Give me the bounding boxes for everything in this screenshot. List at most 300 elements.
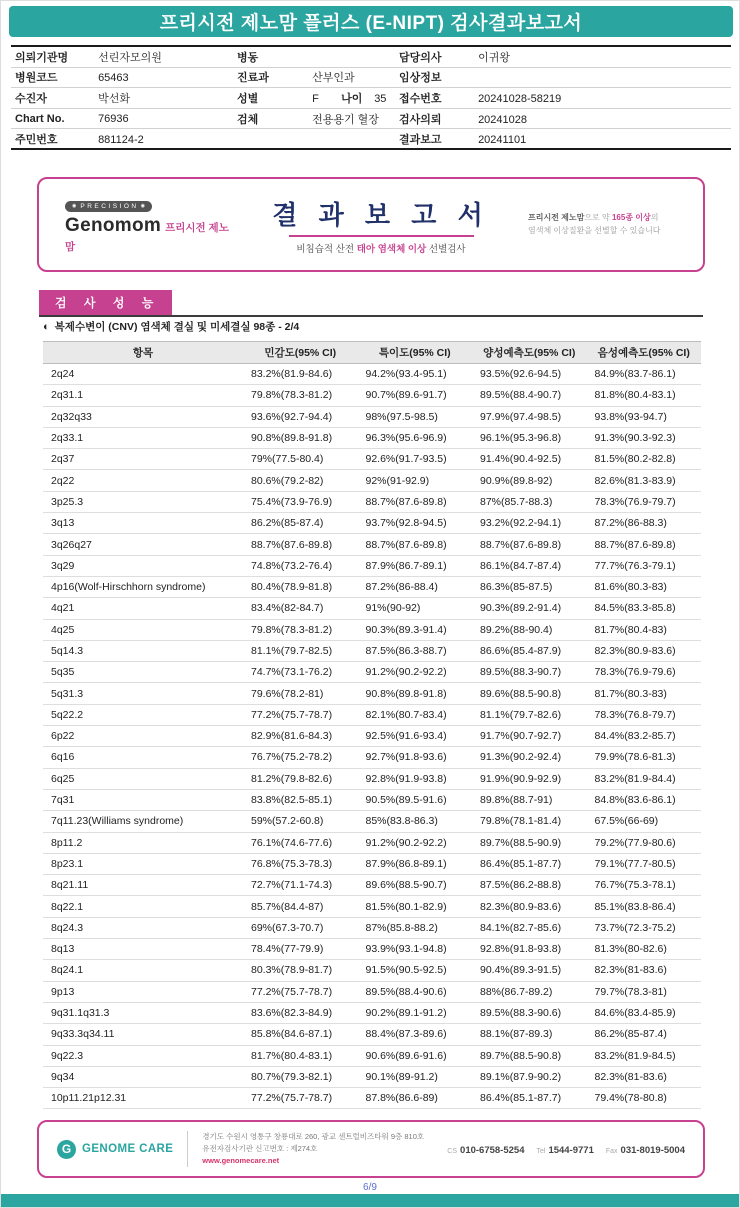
table-row	[43, 364, 701, 385]
value-cell: 88.7%(87.6-89.8)	[472, 534, 587, 555]
value-cell: 79.1%(77.7-80.5)	[587, 853, 702, 874]
bottom-accent-bar	[1, 1194, 739, 1207]
value-cell: 67.5%(66-69)	[587, 811, 702, 832]
subtitle-highlight: 태아 염색체 이상	[356, 243, 427, 255]
value-cell: 89.1%(87.9-90.2)	[472, 1066, 587, 1087]
value-cell: 84.6%(83.4-85.9)	[587, 1002, 702, 1023]
field-label: 병동	[237, 51, 259, 64]
field-label: 수진자	[15, 92, 47, 105]
value-cell: 85.1%(83.8-86.4)	[587, 896, 702, 917]
value-cell: 80.6%(79.2-82)	[243, 470, 358, 491]
value-cell: 88.7%(87.6-89.8)	[587, 534, 702, 555]
field-label: Chart No.	[15, 112, 65, 125]
department-field	[233, 69, 395, 85]
item-cell: 8q21.11	[43, 875, 243, 896]
item-cell: 9p13	[43, 981, 243, 1002]
value-cell: 92%(91-92.9)	[358, 470, 473, 491]
item-cell: 8p11.2	[43, 832, 243, 853]
value-cell: 85.7%(84.4-87)	[243, 896, 358, 917]
value-cell: 72.7%(71.1-74.3)	[243, 875, 358, 896]
value-cell: 83.6%(82.3-84.9)	[243, 1002, 358, 1023]
field-label: 접수번호	[399, 92, 442, 105]
value-cell: 81.7%(80.3-83)	[587, 683, 702, 704]
column-header-ppv: 양성예측도(95% CI)	[472, 342, 587, 364]
table-row	[43, 811, 701, 832]
value-cell: 91.2%(90.2-92.2)	[358, 832, 473, 853]
value-cell: 81.1%(79.7-82.6)	[472, 704, 587, 725]
item-cell: 3q26q27	[43, 534, 243, 555]
value-cell: 94.2%(93.4-95.1)	[358, 364, 473, 385]
note-after: 의	[650, 213, 659, 223]
value-cell: 76.1%(74.6-77.6)	[243, 832, 358, 853]
item-cell: 4q25	[43, 619, 243, 640]
value-cell: 81.7%(80.4-83)	[587, 619, 702, 640]
value-cell: 87.9%(86.7-89.1)	[358, 555, 473, 576]
field-label: 성별	[237, 92, 259, 105]
value-cell: 91%(90-92)	[358, 598, 473, 619]
table-row	[43, 555, 701, 576]
value-cell: 82.9%(81.6-84.3)	[243, 726, 358, 747]
contact-value: 010-6758-5254	[460, 1145, 525, 1156]
table-row	[43, 939, 701, 960]
value-cell: 86.6%(85.4-87.9)	[472, 640, 587, 661]
value-cell: 86.3%(85-87.5)	[472, 576, 587, 597]
value-cell: 89.5%(88.4-90.7)	[472, 385, 587, 406]
contact-label: CS	[447, 1148, 458, 1155]
value-cell: 90.1%(89-91.2)	[358, 1066, 473, 1087]
item-cell: 9q22.3	[43, 1045, 243, 1066]
value-cell: 59%(57.2-60.8)	[243, 811, 358, 832]
value-cell: 88.7%(87.6-89.8)	[243, 534, 358, 555]
value-cell: 88.1%(87-89.3)	[472, 1024, 587, 1045]
value-cell: 79.8%(78.3-81.2)	[243, 619, 358, 640]
sex-age-field	[233, 90, 395, 106]
column-header-npv: 음성예측도(95% CI)	[587, 342, 702, 364]
field-label: 주민번호	[15, 133, 58, 146]
value-cell: 91.5%(90.5-92.5)	[358, 960, 473, 981]
value-cell: 90.8%(89.8-91.8)	[243, 427, 358, 448]
brand-name: Genomom	[65, 214, 162, 236]
value-cell: 88.7%(87.6-89.8)	[358, 534, 473, 555]
item-cell: 6q16	[43, 747, 243, 768]
value-cell: 76.8%(75.3-78.3)	[243, 853, 358, 874]
column-header-specificity: 특이도(95% CI)	[358, 342, 473, 364]
table-row	[43, 619, 701, 640]
value-cell: 84.4%(83.2-85.7)	[587, 726, 702, 747]
value-cell: 86.2%(85-87.4)	[243, 513, 358, 534]
subtitle-prefix: 비침습적 산전	[296, 243, 357, 255]
value-cell: 75.4%(73.9-76.9)	[243, 491, 358, 512]
table-row	[43, 683, 701, 704]
field-value: 박선화	[98, 92, 130, 105]
field-label: 진료과	[237, 72, 269, 85]
field-value: 이귀왕	[478, 51, 510, 64]
value-cell: 79%(77.5-80.4)	[243, 449, 358, 470]
patient-info-row	[11, 47, 731, 68]
value-cell: 92.5%(91.6-93.4)	[358, 726, 473, 747]
doctor-field	[395, 49, 731, 65]
value-cell: 89.6%(88.5-90.8)	[472, 683, 587, 704]
field-label: 검사의뢰	[399, 113, 442, 126]
banner-center	[234, 195, 528, 255]
value-cell: 87.9%(86.8-89.1)	[358, 853, 473, 874]
field-label: 검체	[237, 113, 259, 126]
value-cell: 83.2%(81.9-84.5)	[587, 1045, 702, 1066]
value-cell: 77.2%(75.7-78.7)	[243, 704, 358, 725]
value-cell: 80.7%(79.3-82.1)	[243, 1066, 358, 1087]
genomom-logo	[39, 195, 234, 255]
table-header-row	[43, 342, 701, 364]
value-cell: 87%(85.8-88.2)	[358, 917, 473, 938]
address-line1: 경기도 수원시 영통구 창룡대로 260, 광교 센트럴비즈타워 9층 810호	[202, 1132, 425, 1141]
value-cell: 79.2%(77.9-80.6)	[587, 832, 702, 853]
report-title: 프리시전 제노맘 플러스 (E-NIPT) 검사결과보고서	[159, 13, 583, 34]
value-cell: 87.8%(86.6-89)	[358, 1088, 473, 1109]
table-row	[43, 960, 701, 981]
item-cell: 3p25.3	[43, 491, 243, 512]
item-cell: 2q24	[43, 364, 243, 385]
value-cell: 79.7%(78.3-81)	[587, 981, 702, 1002]
field-label: 의뢰기관명	[15, 51, 69, 64]
value-cell: 89.5%(88.3-90.6)	[472, 1002, 587, 1023]
table-row	[43, 576, 701, 597]
report-title-bar	[9, 6, 733, 37]
field-value: 76936	[98, 112, 129, 125]
item-cell: 8q22.1	[43, 896, 243, 917]
ward-field	[233, 49, 395, 65]
table-row	[43, 726, 701, 747]
item-cell: 2q22	[43, 470, 243, 491]
value-cell: 91.2%(90.2-92.2)	[358, 662, 473, 683]
value-cell: 90.2%(89.1-91.2)	[358, 1002, 473, 1023]
table-row	[43, 981, 701, 1002]
value-cell: 78.4%(77-79.9)	[243, 939, 358, 960]
value-cell: 81.6%(80.3-83)	[587, 576, 702, 597]
field-value: 20241028	[478, 113, 528, 126]
value-cell: 92.8%(91.8-93.8)	[472, 939, 587, 960]
fax-contact	[606, 1140, 685, 1158]
genome-care-logo	[57, 1140, 173, 1159]
item-cell: 8q13	[43, 939, 243, 960]
value-cell: 73.7%(72.3-75.2)	[587, 917, 702, 938]
brand-korean: 프리시전 제노맘	[65, 221, 229, 253]
value-cell: 81.8%(80.4-83.1)	[587, 385, 702, 406]
contact-label: Tel	[536, 1148, 546, 1155]
caption-text: 복제수변이 (CNV) 염색체 결실 및 미세결실 98종 - 2/4	[54, 321, 300, 333]
item-cell: 2q33.1	[43, 427, 243, 448]
value-cell: 88.4%(87.3-89.6)	[358, 1024, 473, 1045]
table-row	[43, 662, 701, 683]
value-cell: 79.8%(78.3-81.2)	[243, 385, 358, 406]
value-cell: 87.5%(86.2-88.8)	[472, 875, 587, 896]
table-row	[43, 896, 701, 917]
footer	[37, 1120, 705, 1178]
field-label: 담당의사	[399, 51, 442, 64]
table-row	[43, 406, 701, 427]
company-address	[202, 1131, 424, 1167]
value-cell: 82.3%(81-83.6)	[587, 1066, 702, 1087]
value-cell: 83.2%(81.9-84.4)	[587, 768, 702, 789]
item-cell: 5q31.3	[43, 683, 243, 704]
value-cell: 82.1%(80.7-83.4)	[358, 704, 473, 725]
value-cell: 93.2%(92.2-94.1)	[472, 513, 587, 534]
field-value: 35	[374, 92, 387, 105]
value-cell: 89.8%(88.7-91)	[472, 789, 587, 810]
subtitle-suffix: 선별검사	[426, 243, 466, 255]
value-cell: 91.4%(90.4-92.5)	[472, 449, 587, 470]
website-link[interactable]: www.genomecare.net	[202, 1156, 280, 1165]
value-cell: 89.7%(88.5-90.9)	[472, 832, 587, 853]
note-mid: 으로 약	[584, 213, 612, 223]
precision-badge: ◉ PRECISION ◉	[65, 201, 152, 212]
value-cell: 89.5%(88.3-90.7)	[472, 662, 587, 683]
footer-divider	[187, 1131, 188, 1167]
value-cell: 93.7%(92.8-94.5)	[358, 513, 473, 534]
table-row	[43, 598, 701, 619]
contact-value: 1544-9771	[548, 1145, 594, 1156]
value-cell: 98%(97.5-98.5)	[358, 406, 473, 427]
patient-info-row	[11, 129, 731, 150]
value-cell: 90.6%(89.6-91.6)	[358, 1045, 473, 1066]
item-cell: 6q25	[43, 768, 243, 789]
value-cell: 89.2%(88-90.4)	[472, 619, 587, 640]
value-cell: 83.4%(82-84.7)	[243, 598, 358, 619]
performance-table	[43, 341, 701, 1109]
genome-care-logo-icon: G	[57, 1140, 76, 1159]
item-cell: 10p11.21p12.31	[43, 1088, 243, 1109]
half-circle-icon: ◐	[43, 321, 50, 333]
field-value: 20241028-58219	[478, 92, 562, 105]
item-cell: 2q37	[43, 449, 243, 470]
value-cell: 90.3%(89.2-91.4)	[472, 598, 587, 619]
hospital-code-field	[11, 69, 233, 85]
value-cell: 84.9%(83.7-86.1)	[587, 364, 702, 385]
item-cell: 8p23.1	[43, 853, 243, 874]
value-cell: 83.2%(81.9-84.6)	[243, 364, 358, 385]
value-cell: 93.5%(92.6-94.5)	[472, 364, 587, 385]
value-cell: 74.7%(73.1-76.2)	[243, 662, 358, 683]
field-value: 881124-2	[98, 133, 144, 146]
field-label: 결과보고	[399, 133, 442, 146]
field-value: 65463	[98, 72, 129, 85]
item-cell: 9q31.1q31.3	[43, 1002, 243, 1023]
value-cell: 82.6%(81.3-83.9)	[587, 470, 702, 491]
table-row	[43, 917, 701, 938]
table-row	[43, 789, 701, 810]
value-cell: 90.8%(89.8-91.8)	[358, 683, 473, 704]
value-cell: 79.6%(78.2-81)	[243, 683, 358, 704]
value-cell: 92.6%(91.7-93.5)	[358, 449, 473, 470]
value-cell: 86.4%(85.1-87.7)	[472, 1088, 587, 1109]
table-row	[43, 427, 701, 448]
value-cell: 77.7%(76.3-79.1)	[587, 555, 702, 576]
value-cell: 78.3%(76.9-79.6)	[587, 662, 702, 683]
note-bold: 프리시전 제노맘	[528, 213, 585, 223]
banner-subtitle	[234, 241, 528, 255]
value-cell: 78.3%(76.9-79.7)	[587, 491, 702, 512]
table-row	[43, 1066, 701, 1087]
field-value: 산부인과	[312, 72, 355, 85]
cs-contact	[447, 1140, 524, 1158]
item-cell: 7q31	[43, 789, 243, 810]
field-label: 임상정보	[399, 72, 442, 85]
value-cell: 74.8%(73.2-76.4)	[243, 555, 358, 576]
value-cell: 69%(67.3-70.7)	[243, 917, 358, 938]
item-cell: 2q32q33	[43, 406, 243, 427]
patient-info-row	[11, 109, 731, 130]
item-cell: 8q24.3	[43, 917, 243, 938]
value-cell: 86.2%(85-87.4)	[587, 1024, 702, 1045]
value-cell: 88.7%(87.6-89.8)	[358, 491, 473, 512]
value-cell: 89.5%(88.4-90.6)	[358, 981, 473, 1002]
table-row	[43, 832, 701, 853]
value-cell: 81.5%(80.1-82.9)	[358, 896, 473, 917]
value-cell: 76.7%(75.2-78.2)	[243, 747, 358, 768]
patient-info-row	[11, 88, 731, 109]
value-cell: 78.3%(76.8-79.7)	[587, 704, 702, 725]
report-date-field	[395, 131, 731, 147]
value-cell: 92.7%(91.8-93.6)	[358, 747, 473, 768]
receipt-no-field	[395, 90, 731, 106]
column-header-sensitivity: 민감도(95% CI)	[243, 342, 358, 364]
value-cell: 87%(85.7-88.3)	[472, 491, 587, 512]
item-cell: 9q33.3q34.11	[43, 1024, 243, 1045]
address-line2: 유전자검사기관 신고번호 : 제274호	[202, 1144, 318, 1153]
table-row	[43, 491, 701, 512]
table-row	[43, 385, 701, 406]
value-cell: 84.8%(83.6-86.1)	[587, 789, 702, 810]
field-label: 병원코드	[15, 72, 58, 85]
result-report-banner	[37, 177, 705, 272]
table-row	[43, 1088, 701, 1109]
value-cell: 92.8%(91.9-93.8)	[358, 768, 473, 789]
value-cell: 86.4%(85.1-87.7)	[472, 853, 587, 874]
table-row	[43, 513, 701, 534]
contact-label: Fax	[605, 1148, 618, 1155]
item-cell: 6p22	[43, 726, 243, 747]
note-highlight: 165종 이상	[611, 213, 651, 223]
value-cell: 82.3%(80.9-83.6)	[587, 640, 702, 661]
value-cell: 79.4%(78-80.8)	[587, 1088, 702, 1109]
value-cell: 79.8%(78.1-81.4)	[472, 811, 587, 832]
value-cell: 91.3%(90.2-92.4)	[472, 747, 587, 768]
value-cell: 90.3%(89.3-91.4)	[358, 619, 473, 640]
table-row	[43, 875, 701, 896]
value-cell: 90.9%(89.8-92)	[472, 470, 587, 491]
value-cell: 91.9%(90.9-92.9)	[472, 768, 587, 789]
value-cell: 85%(83.8-86.3)	[358, 811, 473, 832]
value-cell: 84.5%(83.3-85.8)	[587, 598, 702, 619]
field-label: 나이	[341, 92, 363, 105]
table-row	[43, 768, 701, 789]
performance-table-body	[43, 364, 701, 1109]
value-cell: 77.2%(75.7-78.7)	[243, 981, 358, 1002]
value-cell: 96.1%(95.3-96.8)	[472, 427, 587, 448]
item-cell: 2q31.1	[43, 385, 243, 406]
table-row	[43, 747, 701, 768]
value-cell: 90.5%(89.5-91.6)	[358, 789, 473, 810]
item-cell: 3q29	[43, 555, 243, 576]
value-cell: 89.6%(88.5-90.7)	[358, 875, 473, 896]
tel-contact	[536, 1140, 593, 1158]
item-cell: 7q11.23(Williams syndrome)	[43, 811, 243, 832]
company-name: GENOME CARE	[82, 1143, 174, 1155]
table-row	[43, 1024, 701, 1045]
value-cell: 88%(86.7-89.2)	[472, 981, 587, 1002]
item-cell: 8q24.1	[43, 960, 243, 981]
value-cell: 79.9%(78.6-81.3)	[587, 747, 702, 768]
table-row	[43, 640, 701, 661]
request-date-field	[395, 111, 731, 127]
value-cell: 90.4%(89.3-91.5)	[472, 960, 587, 981]
item-cell: 5q35	[43, 662, 243, 683]
field-value: 전용용기 혈장	[312, 113, 379, 126]
value-cell: 85.8%(84.6-87.1)	[243, 1024, 358, 1045]
item-cell: 4q21	[43, 598, 243, 619]
table-row	[43, 1045, 701, 1066]
table-row	[43, 534, 701, 555]
value-cell: 81.7%(80.4-83.1)	[243, 1045, 358, 1066]
value-cell: 87.2%(86-88.3)	[587, 513, 702, 534]
value-cell: 97.9%(97.4-98.5)	[472, 406, 587, 427]
value-cell: 82.3%(81-83.6)	[587, 960, 702, 981]
value-cell: 81.1%(79.7-82.5)	[243, 640, 358, 661]
value-cell: 76.7%(75.3-78.1)	[587, 875, 702, 896]
contact-value: 031-8019-5004	[620, 1145, 685, 1156]
clinical-info-field	[395, 69, 731, 85]
table-row	[43, 704, 701, 725]
institution-field	[11, 49, 233, 65]
patient-name-field	[11, 90, 233, 106]
patient-info-row	[11, 68, 731, 89]
item-cell: 3q13	[43, 513, 243, 534]
section-header	[39, 290, 703, 317]
value-cell: 93.6%(92.7-94.4)	[243, 406, 358, 427]
field-value: 선린자모의원	[98, 51, 162, 64]
value-cell: 80.4%(78.9-81.8)	[243, 576, 358, 597]
page-number: 6/9	[363, 1182, 377, 1193]
value-cell: 81.3%(80-82.6)	[587, 939, 702, 960]
value-cell: 80.3%(78.9-81.7)	[243, 960, 358, 981]
table-row	[43, 449, 701, 470]
value-cell: 87.5%(86.3-88.7)	[358, 640, 473, 661]
table-caption	[43, 319, 299, 334]
value-cell: 93.8%(93-94.7)	[587, 406, 702, 427]
item-cell: 5q22.2	[43, 704, 243, 725]
value-cell: 84.1%(82.7-85.6)	[472, 917, 587, 938]
note-line2: 염색체 이상질환을 선별할 수 있습니다	[528, 225, 661, 235]
item-cell: 4p16(Wolf-Hirschhorn syndrome)	[43, 576, 243, 597]
item-cell: 5q14.3	[43, 640, 243, 661]
value-cell: 77.2%(75.7-78.7)	[243, 1088, 358, 1109]
section-title-badge: 검 사 성 능	[39, 290, 172, 315]
banner-note	[528, 212, 703, 237]
column-header-item: 항목	[43, 342, 243, 364]
table-row	[43, 470, 701, 491]
value-cell: 83.8%(82.5-85.1)	[243, 789, 358, 810]
value-cell: 96.3%(95.6-96.9)	[358, 427, 473, 448]
value-cell: 82.3%(80.9-83.6)	[472, 896, 587, 917]
value-cell: 91.3%(90.3-92.3)	[587, 427, 702, 448]
field-value: 20241101	[478, 133, 527, 146]
item-cell: 9q34	[43, 1066, 243, 1087]
title-underline	[289, 235, 474, 237]
value-cell: 87.2%(86-88.4)	[358, 576, 473, 597]
patient-info-section	[11, 45, 731, 150]
field-value: F	[312, 92, 319, 105]
value-cell: 81.2%(79.8-82.6)	[243, 768, 358, 789]
table-row	[43, 853, 701, 874]
